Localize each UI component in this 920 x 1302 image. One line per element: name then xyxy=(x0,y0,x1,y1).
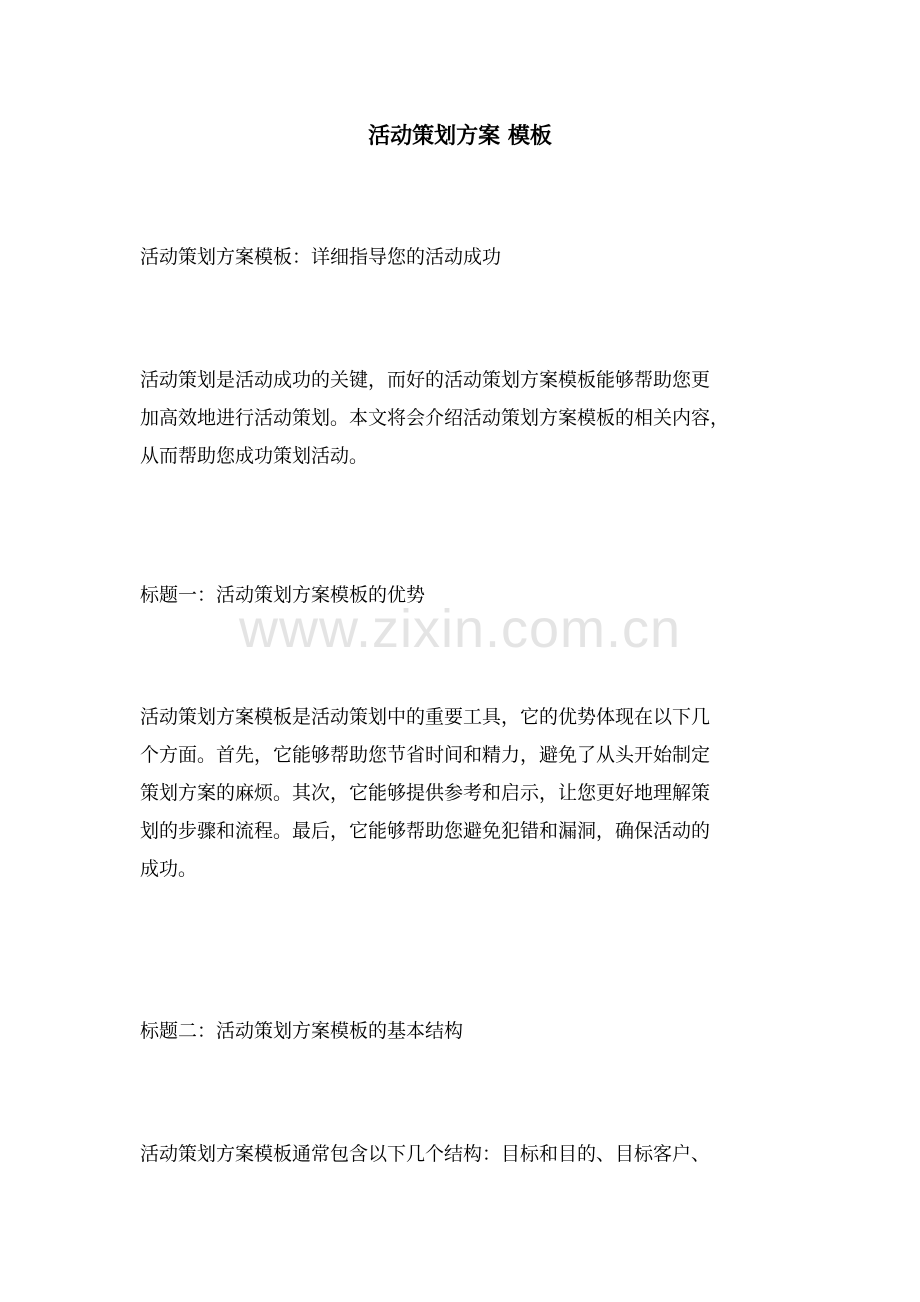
watermark-text: www.zixin.com.cn xyxy=(238,599,682,659)
section-heading-1 xyxy=(140,576,790,614)
heading-1-text: 标题一：活动策划方案模板的优势 xyxy=(140,584,426,606)
section-2-paragraph xyxy=(140,1135,790,1173)
subtitle-text: 活动策划方案模板：详细指导您的活动成功 xyxy=(140,246,502,268)
intro-line: 活动策划是活动成功的关键，而好的活动策划方案模板能够帮助您更 xyxy=(140,369,711,391)
document-subtitle xyxy=(140,238,790,276)
section-2-line: 活动策划方案模板通常包含以下几个结构：目标和目的、目标客户、 xyxy=(140,1143,711,1165)
section-1-line: 个方面。首先，它能够帮助您节省时间和精力，避免了从头开始制定 xyxy=(140,744,711,766)
section-heading-2 xyxy=(140,1012,790,1050)
document-title: 活动策划方案 模板 xyxy=(368,123,552,149)
intro-paragraph xyxy=(140,361,790,475)
heading-2-text: 标题二：活动策划方案模板的基本结构 xyxy=(140,1020,464,1042)
section-1-line: 划的步骤和流程。最后，它能够帮助您避免犯错和漏洞，确保活动的 xyxy=(140,820,711,842)
intro-line: 从而帮助您成功策划活动。 xyxy=(140,445,369,467)
section-1-paragraph xyxy=(140,698,790,888)
section-1-line: 活动策划方案模板是活动策划中的重要工具，它的优势体现在以下几 xyxy=(140,706,711,728)
section-1-line: 策划方案的麻烦。其次，它能够提供参考和启示，让您更好地理解策 xyxy=(140,782,711,804)
intro-line: 加高效地进行活动策划。本文将会介绍活动策划方案模板的相关内容， xyxy=(140,407,730,429)
section-1-line: 成功。 xyxy=(140,858,198,880)
